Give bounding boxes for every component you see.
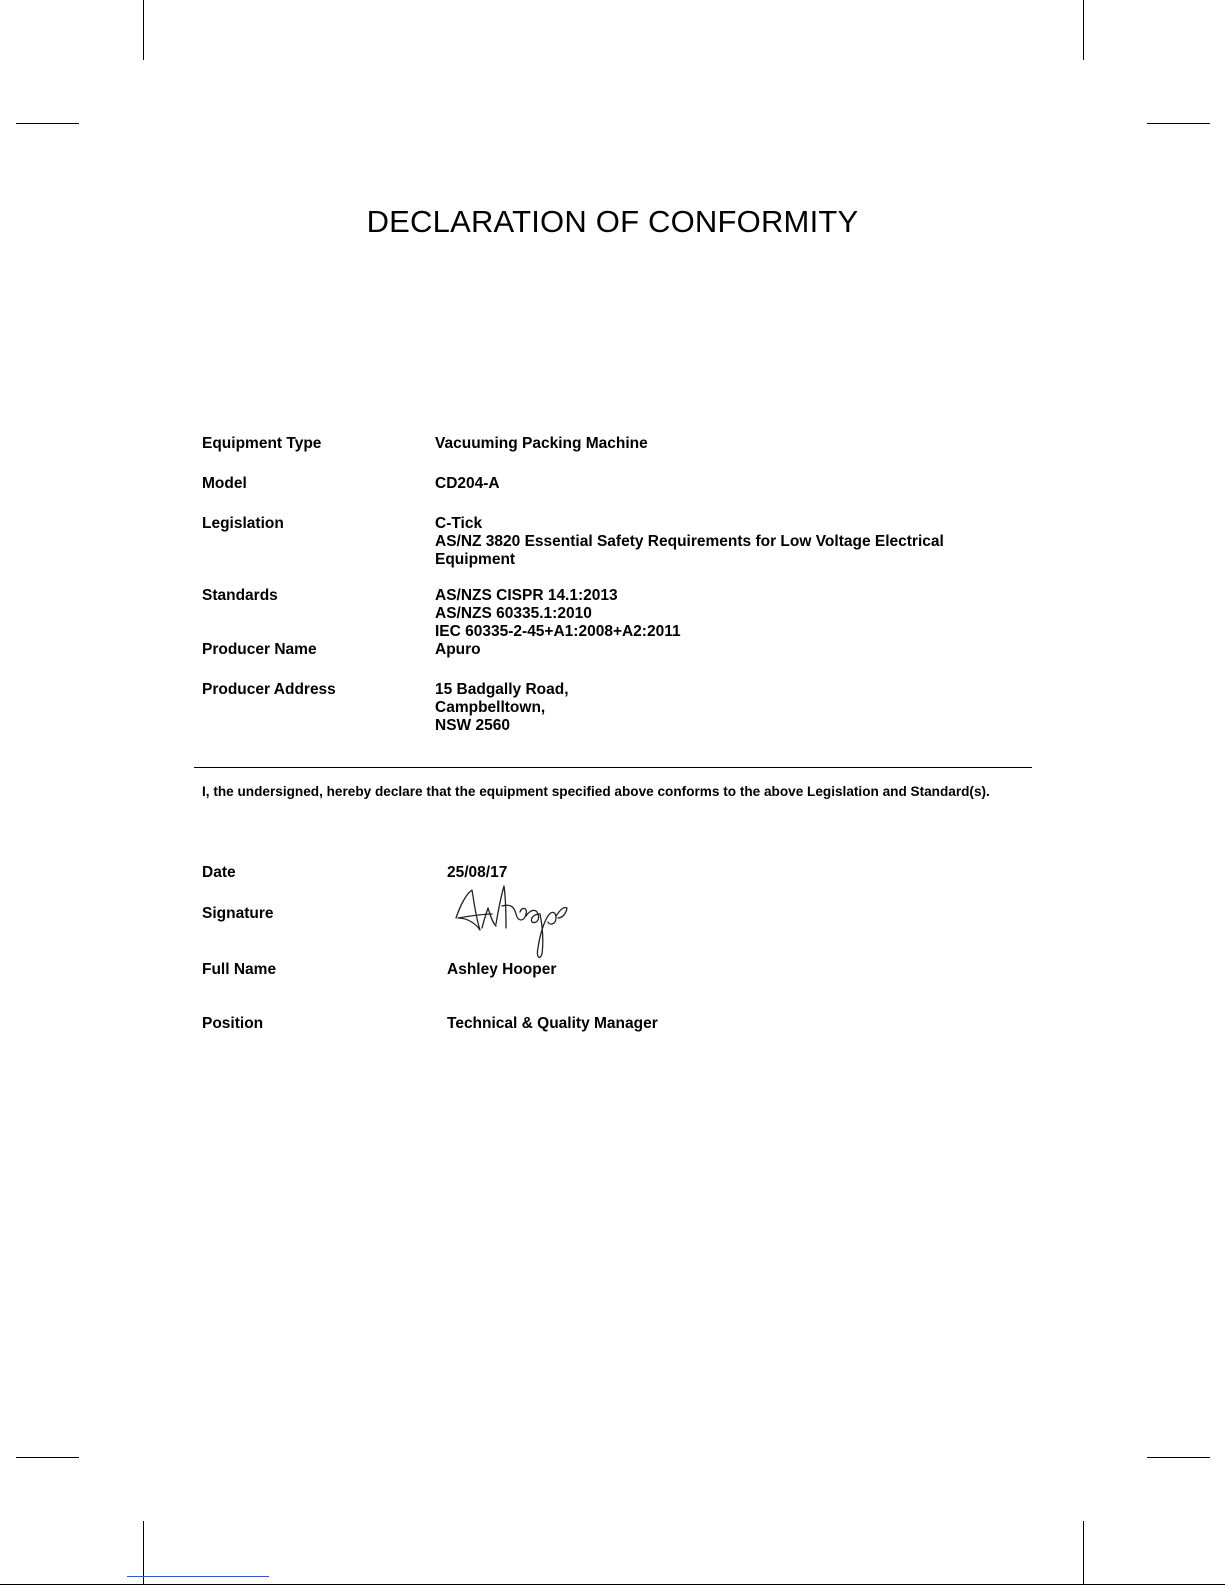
- handwritten-signature: [452, 884, 570, 962]
- crop-mark-top-right-vertical: [1083, 0, 1084, 60]
- producer-address-value: [435, 681, 569, 735]
- standards-line: AS/NZS 60335.1:2010: [435, 605, 592, 622]
- standards-value: [435, 587, 681, 641]
- crop-mark-bottom-right-horizontal: [1147, 1457, 1210, 1458]
- standards-line: AS/NZS CISPR 14.1:2013: [435, 587, 618, 604]
- legislation-line: Equipment: [435, 551, 516, 568]
- standards-line: IEC 60335-2-45+A1:2008+A2:2011: [435, 623, 681, 640]
- equipment-type-label: Equipment Type: [202, 435, 322, 452]
- position-value: Technical & Quality Manager: [447, 1015, 658, 1032]
- full-name-label: Full Name: [202, 961, 277, 978]
- section-divider: [194, 767, 1032, 768]
- producer-address-line: Campbelltown,: [435, 699, 546, 716]
- producer-name-value: Apuro: [435, 641, 481, 658]
- model-value: CD204-A: [435, 475, 500, 492]
- producer-address-line: 15 Badgally Road,: [435, 681, 569, 698]
- full-name-value: Ashley Hooper: [447, 961, 557, 978]
- crop-mark-bottom-left-horizontal: [16, 1457, 79, 1458]
- producer-address-label: Producer Address: [202, 681, 336, 698]
- crop-mark-top-left-horizontal: [16, 123, 79, 124]
- date-label: Date: [202, 864, 236, 881]
- standards-label: Standards: [202, 587, 278, 604]
- crop-mark-top-right-horizontal: [1147, 123, 1210, 124]
- producer-name-label: Producer Name: [202, 641, 317, 658]
- model-label: Model: [202, 475, 247, 492]
- legislation-label: Legislation: [202, 515, 284, 532]
- crop-mark-bottom-right-vertical: [1083, 1521, 1084, 1585]
- legislation-value: [435, 515, 944, 569]
- legislation-line: AS/NZ 3820 Essential Safety Requirements for Low Voltage Electrical: [435, 533, 944, 550]
- position-label: Position: [202, 1015, 264, 1032]
- equipment-type-value: Vacuuming Packing Machine: [435, 435, 648, 452]
- crop-mark-top-left-vertical: [143, 0, 144, 60]
- producer-address-line: NSW 2560: [435, 717, 510, 734]
- signature-label: Signature: [202, 905, 274, 922]
- page-title: DECLARATION OF CONFORMITY: [366, 204, 859, 239]
- date-value: 25/08/17: [447, 864, 508, 881]
- bottom-hyperlink-underline: [127, 1576, 269, 1577]
- legislation-line: C-Tick: [435, 515, 483, 532]
- declaration-statement: I, the undersigned, hereby declare that the equipment specified above conforms to the above Legislation and Standard(s).: [202, 784, 990, 799]
